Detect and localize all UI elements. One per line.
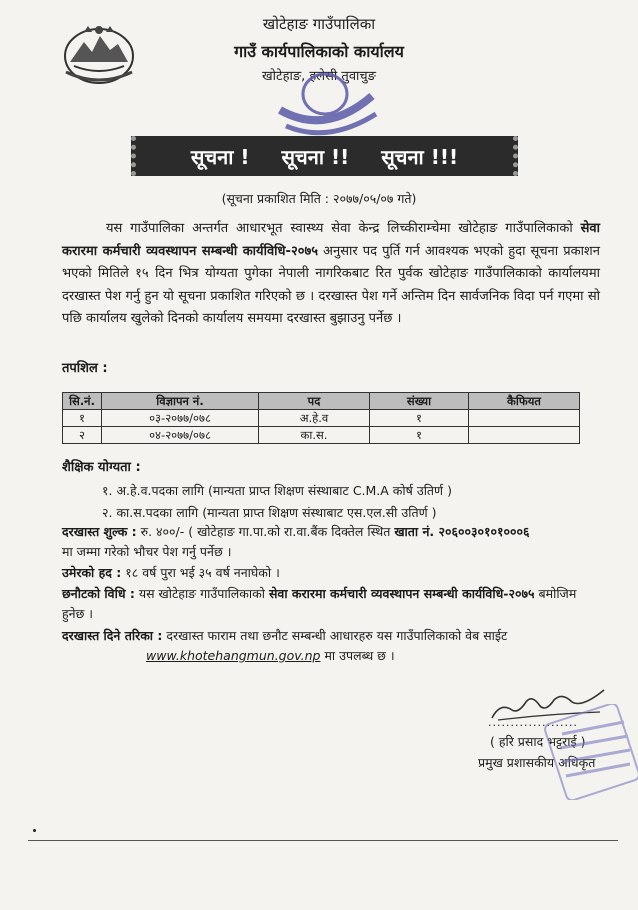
selection-text-1: यस खोटेहाङ गाउँपालिकाको	[134, 586, 269, 601]
application-method	[62, 626, 598, 666]
col-sn: सि.नं.	[63, 393, 102, 410]
table-row	[63, 410, 580, 427]
selection-label: छनौटको विधि :	[62, 586, 135, 601]
municipality-name: खोटेहाङ गाउँपालिका	[262, 15, 376, 33]
qualification-title: शैक्षिक योग्यता :	[62, 460, 141, 475]
selection-text-2: बमोजिम हुनेछ ।	[62, 586, 577, 621]
website-link[interactable]: www.khotehangmun.gov.np	[146, 648, 321, 663]
qualification-item-2: २. का.स.पदका लागि (मान्यता प्राप्त शिक्षण संस्थाबाट एस.एल.सी उतिर्ण )	[102, 505, 437, 520]
col-remarks: कैफियत	[469, 393, 580, 410]
notice-banner	[131, 136, 518, 176]
signatory-title: प्रमुख प्रशासकीय अधिकृत	[478, 755, 596, 770]
fee-text-2: मा जम्मा गरेको भौचर पेश गर्नु पर्नेछ ।	[62, 544, 232, 559]
body-text-2: अनुसार पद पुर्ति गर्न आवश्यक भएको हुदा सूचना प्रकाशन भएको मितिले १५ दिन भित्र योग्यता पुगेका नेपाली नागरिकबाट रित पुर्वक खोटेहाङ गाउँपालिकाको कार्यालयमा दरखास्त पेश गर्नु हुन यो सूचना प्रकाशित गरिएको छ । दरखास्त पेश गर्ने अन्तिम दिन सार्वजनिक विदा पर्न गएमा सो पछि कार्यालय खुलेको दिनको कार्यालय समयमा दरखास्त बुझाउनु पर्नेछ ।	[62, 243, 600, 326]
selection-bold: सेवा करारमा कर्मचारी व्यवस्थापन सम्बन्धी कार्यविधि-२०७५	[268, 586, 535, 601]
cell-ad-no: ०४-२०७७/०७८	[102, 427, 259, 444]
age-limit	[62, 563, 598, 583]
banner-word-2: सूचना !!	[281, 144, 350, 169]
office-address: खोटेहाङ, हलेसी तुवाचुङ	[262, 69, 376, 84]
cell-remarks	[469, 410, 580, 427]
office-name: गाउँ कार्यपालिकाको कार्यालय	[234, 42, 404, 61]
age-text: १८ वर्ष पुरा भई ३५ वर्ष ननाघेको ।	[121, 565, 280, 580]
cell-post: का.स.	[259, 427, 370, 444]
cell-remarks	[469, 427, 580, 444]
cell-post: अ.हे.व	[259, 410, 370, 427]
office-stamp-icon	[266, 66, 384, 136]
apply-text-2: मा उपलब्ध छ ।	[320, 648, 395, 663]
application-fee	[62, 522, 598, 562]
cell-sn: १	[63, 410, 102, 427]
col-post: पद	[259, 393, 370, 410]
publish-date: (सूचना प्रकाशित मिति : २०७७/०५/०७ गते)	[221, 191, 417, 206]
apply-website-line	[62, 648, 395, 663]
signature-line: ....................	[488, 716, 578, 729]
notice-body	[62, 218, 600, 331]
fee-text-1: रु. ४००/- ( खोटेहाङ गा.पा.को रा.वा.बैंक दिक्तेल स्थित	[136, 524, 395, 539]
signatory-name: ( हरि प्रसाद भट्टराई )	[490, 734, 586, 749]
selection-method	[62, 584, 598, 624]
details-title: तपशिल :	[62, 361, 108, 376]
table-row	[63, 427, 580, 444]
age-label: उमेरको हद :	[62, 565, 122, 580]
scan-speck	[33, 829, 36, 832]
col-count: संख्या	[370, 393, 469, 410]
footer-rule	[28, 840, 618, 841]
official-stamp-icon	[544, 704, 638, 800]
banner-word-1: सूचना !	[190, 144, 250, 169]
col-ad-no: विज्ञापन नं.	[102, 393, 259, 410]
table-header-row	[63, 393, 580, 410]
banner-word-3: सूचना !!!	[381, 144, 459, 169]
apply-text: दरखास्त फाराम तथा छनौट सम्बन्धी आधारहरु यस गाउँपालिकाको वेब साईट	[162, 628, 508, 643]
posts-table	[62, 392, 580, 444]
cell-count: १	[370, 410, 469, 427]
fee-label: दरखास्त शुल्क :	[62, 524, 137, 539]
qualification-item-1: १. अ.हे.व.पदका लागि (मान्यता प्राप्त शिक्षण संस्थाबाट C.M.A कोर्ष उतिर्ण )	[102, 483, 452, 498]
body-bold-1: सेवा करारमा कर्मचारी व्यवस्थापन सम्बन्धी कार्यविधि-२०७५	[62, 221, 600, 259]
cell-ad-no: ०३-२०७७/०७८	[102, 410, 259, 427]
cell-sn: २	[63, 427, 102, 444]
apply-label: दरखास्त दिने तरिका :	[62, 628, 163, 643]
cell-count: १	[370, 427, 469, 444]
fee-account: खाता नं. २०६००३०१०१०००६	[394, 524, 530, 539]
body-text-1: यस गाउँपालिका अन्तर्गत आधारभूत स्वास्थ्य सेवा केन्द्र लिच्कीराम्चेमा खोटेहाङ गाउँपालिकाको	[106, 221, 581, 236]
